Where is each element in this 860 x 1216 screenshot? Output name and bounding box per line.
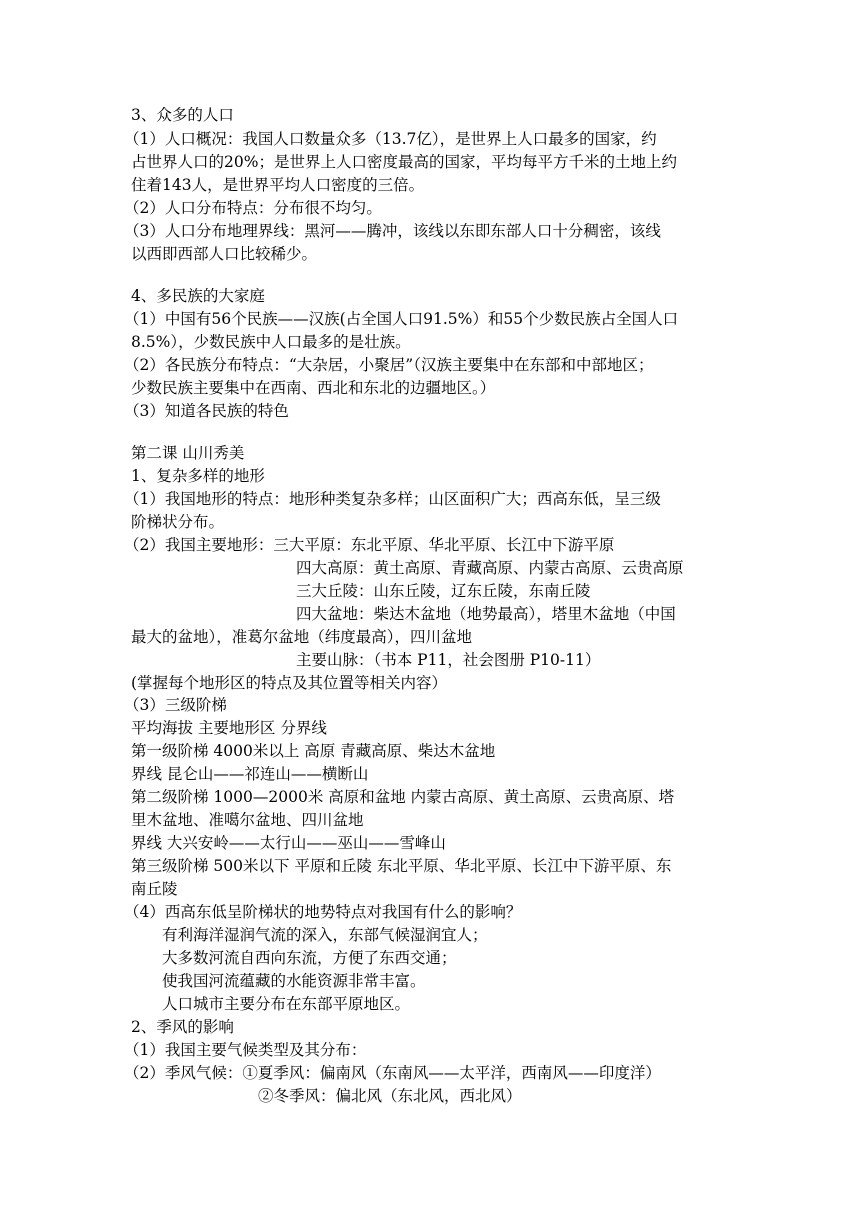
text-line: 三大丘陵：山东丘陵，辽东丘陵，东南丘陵	[296, 582, 591, 600]
text-line: 主要山脉：（书本 P11，社会图册 P10-11）	[296, 651, 601, 669]
text-line: （1）我国主要气候类型及其分布：	[124, 1041, 367, 1059]
text-line: 南丘陵	[131, 880, 178, 898]
section-heading-monsoon: 2、季风的影响	[131, 1018, 234, 1036]
text-line: 以西即西部人口比较稀少。	[131, 245, 318, 263]
text-line: （3）人口分布地理界线：黑河——腾冲，该线以东即东部人口十分稠密，该线	[124, 222, 661, 240]
section-heading-ethnic: 4、多民族的大家庭	[131, 287, 265, 305]
text-line: （1）中国有56个民族——汉族(占全国人口91.5%）和55个少数民族占全国人口	[124, 310, 679, 328]
text-line: 第一级阶梯 4000米以上 高原 青藏高原、柴达木盆地	[131, 742, 496, 760]
text-line: ②冬季风：偏北风（东北风，西北风）	[258, 1087, 522, 1105]
text-line: 最大的盆地），准葛尔盆地（纬度最高），四川盆地	[131, 628, 473, 646]
text-line: 8.5%），少数民族中人口最多的是壮族。	[131, 333, 411, 351]
lesson-title: 第二课 山川秀美	[131, 444, 245, 462]
text-line: （2）我国主要地形：三大平原：东北平原、华北平原、长江中下游平原	[124, 536, 615, 554]
text-line: 四大高原：黄土高原、青藏高原、内蒙古高原、云贵高原	[296, 559, 684, 577]
text-line: （3）知道各民族的特色	[124, 402, 289, 420]
text-line: （2）季风气候：①夏季风：偏南风（东南风——太平洋，西南风——印度洋）	[124, 1064, 661, 1082]
text-line: 界线 昆仑山——祁连山——横断山	[131, 765, 369, 783]
text-line: 住着143人，是世界平均人口密度的三倍。	[131, 176, 425, 194]
text-line: 使我国河流蕴藏的水能资源非常丰富。	[162, 972, 426, 990]
text-line: （2）各民族分布特点：“大杂居，小聚居”（汉族主要集中在东部和中部地区；	[124, 356, 654, 374]
section-heading-terrain: 1、复杂多样的地形	[131, 467, 265, 485]
text-line: （4）西高东低呈阶梯状的地势特点对我国有什么的影响？	[124, 903, 522, 921]
text-line: （2）人口分布特点：分布很不均匀。	[124, 199, 382, 217]
text-line: 平均海拔 主要地形区 分界线	[131, 719, 327, 737]
text-line: 里木盆地、准噶尔盆地、四川盆地	[131, 811, 364, 829]
text-line: 四大盆地：柴达木盆地（地势最高），塔里木盆地（中国	[296, 605, 676, 623]
text-line: （3）三级阶梯	[124, 696, 227, 714]
text-line: 少数民族主要集中在西南、西北和东北的边疆地区。）	[131, 379, 496, 397]
text-line: 第二级阶梯 1000—2000米 高原和盆地 内蒙古高原、黄土高原、云贵高原、塔	[131, 788, 675, 806]
text-line: 占世界人口的20%；是世界上人口密度最高的国家，平均每平方千米的土地上约	[131, 153, 677, 171]
text-line: 阶梯状分布。	[131, 513, 225, 531]
section-heading-population: 3、众多的人口	[131, 106, 234, 124]
text-line: (掌握每个地形区的特点及其位置等相关内容）	[131, 674, 448, 692]
text-line: 第三级阶梯 500米以下 平原和丘陵 东北平原、华北平原、长江中下游平原、东	[131, 857, 672, 875]
text-line: （1）人口概况：我国人口数量众多（13.7亿），是世界上人口最多的国家，约	[124, 130, 657, 148]
text-line: 大多数河流自西向东流，方便了东西交通；	[162, 949, 457, 967]
text-line: 人口城市主要分布在东部平原地区。	[162, 995, 411, 1013]
text-line: （1）我国地形的特点：地形种类复杂多样；山区面积广大；西高东低，呈三级	[124, 490, 661, 508]
text-line: 有利海洋湿润气流的深入，东部气候湿润宜人；	[162, 926, 488, 944]
text-line: 界线 大兴安岭——太行山——巫山——雪峰山	[131, 834, 446, 852]
